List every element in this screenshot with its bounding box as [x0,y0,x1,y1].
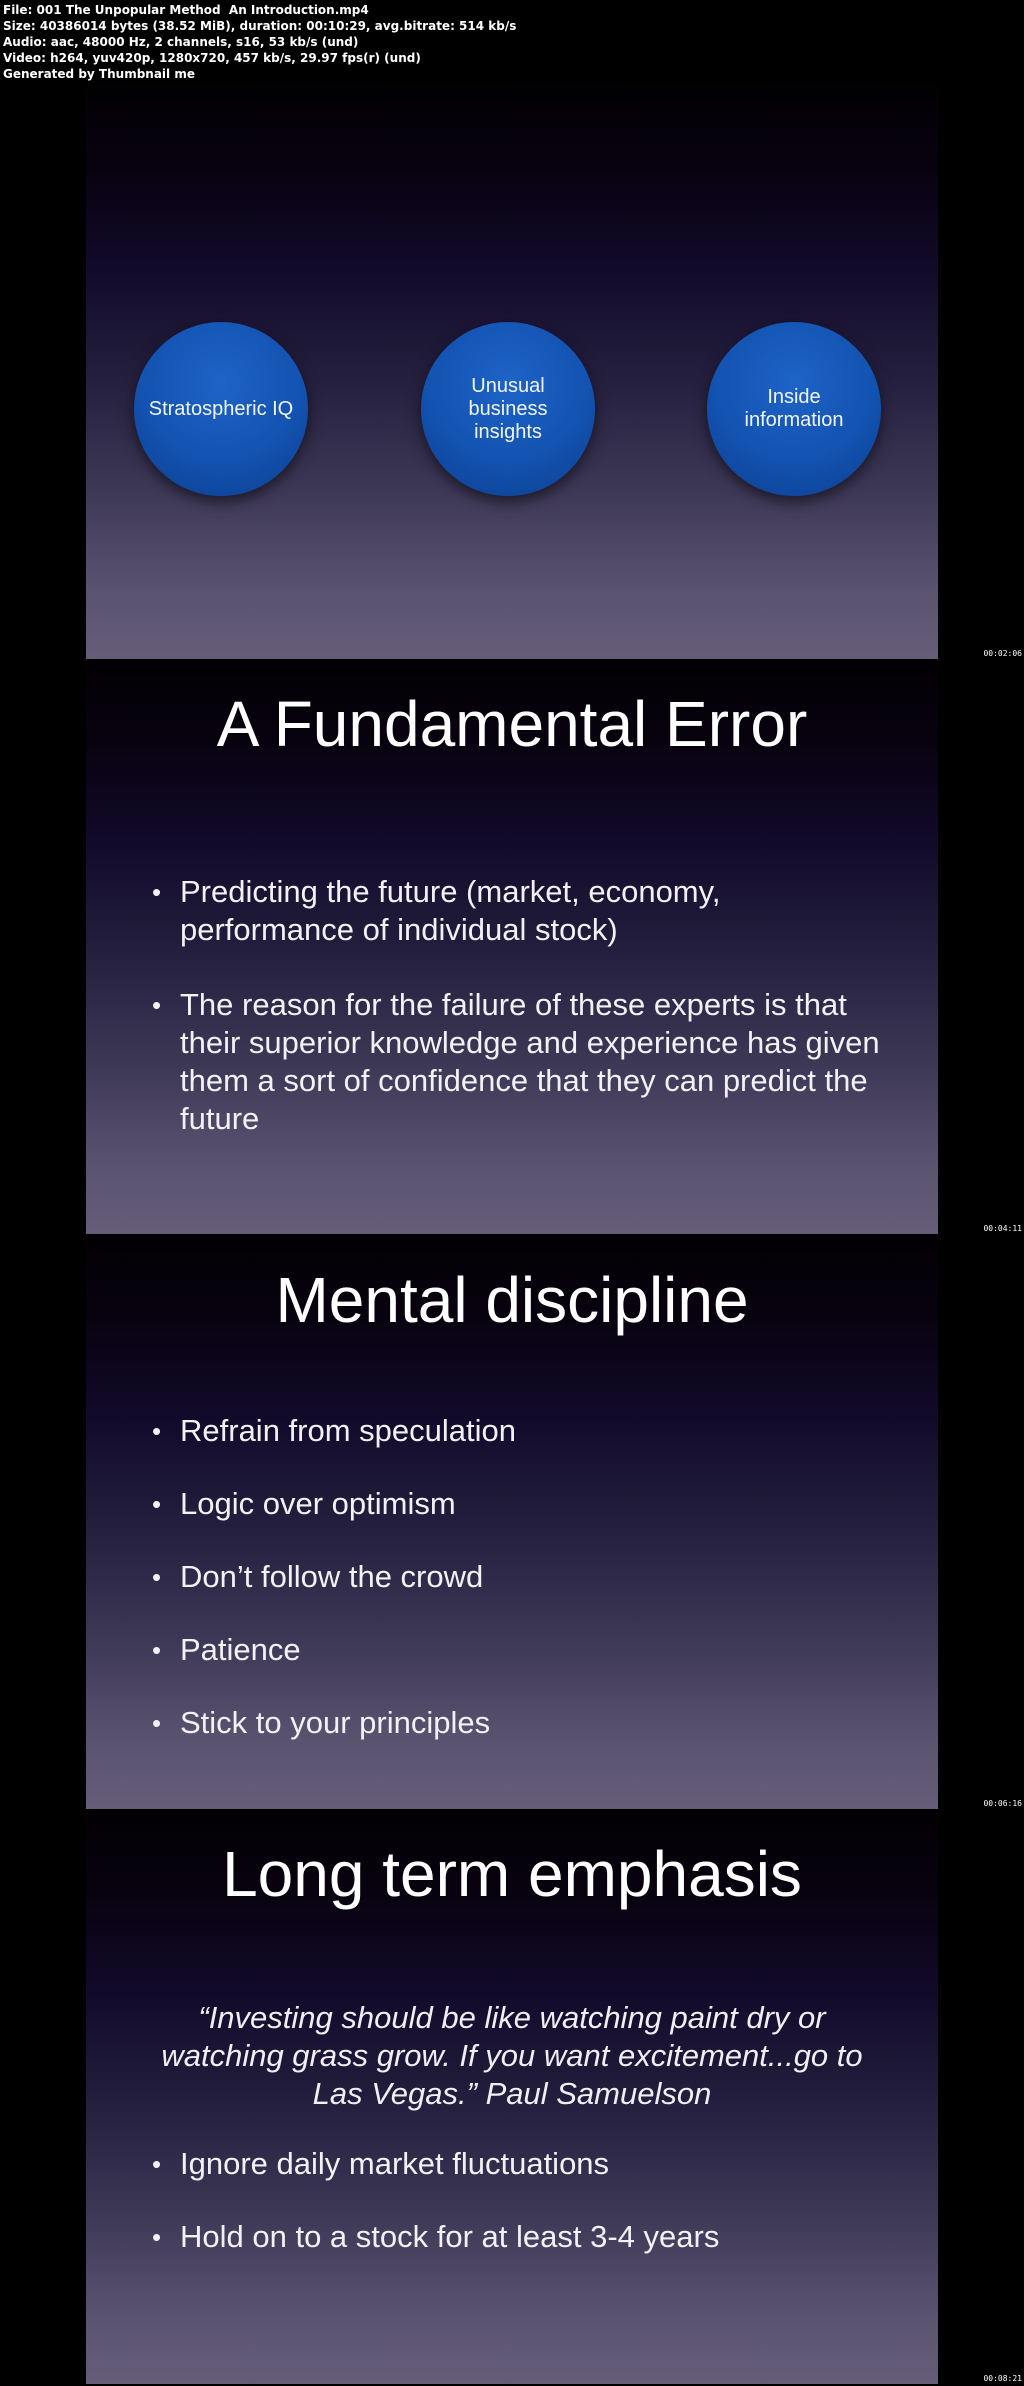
circle-inside-information [707,322,881,496]
thumbnail-frame-4[interactable] [86,1810,938,2384]
bullet-dot-icon: • [152,2222,162,2252]
bullet-item: • The reason for the failure of these experts is that their superior knowledge and experience has given them a sort of confidence that they can predict the future [152,987,880,1136]
bullet-dot-icon: • [152,990,162,1020]
frame-3-timestamp: 00:06:16 [983,1799,1022,1808]
thumbnail-frame-2[interactable] [86,660,938,1234]
bullet-dot-icon: • [152,2149,162,2179]
bullet-item: • Stick to your principles [152,1705,491,1740]
bullet-dot-icon: • [152,877,162,907]
bullet-dot-icon: • [152,1562,162,1592]
circle-label: Inside information [744,386,844,431]
bullet-item: • Don’t follow the crowd [152,1559,484,1594]
circle-label: Unusual business insights [468,374,548,443]
frame-2-timestamp: 00:04:11 [983,1224,1022,1233]
bullet-item: • Ignore daily market fluctuations [152,2146,610,2181]
bullet-item: • Patience [152,1632,301,1667]
bullet-dot-icon: • [152,1416,162,1446]
meta-generator-line: Generated by Thumbnail me [3,67,195,81]
circle-label: Stratospheric IQ [148,397,294,420]
meta-file-line: File: 001 The Unpopular Method An Introduction.mp4 [3,3,369,17]
slide-title: Long term emphasis [222,1838,802,1910]
quote-text: “Investing should be like watching paint dry or watching grass grow. If you want excitement...go to Las Vegas.” Paul Samuelson [161,2000,863,2111]
meta-audio-line: Audio: aac, 48000 Hz, 2 channels, s16, 53 kb/s (und) [3,35,359,49]
thumbnail-frame-1[interactable] [86,85,938,659]
bullet-item: • Logic over optimism [152,1486,456,1521]
meta-size-line: Size: 40386014 bytes (38.52 MiB), duration: 00:10:29, avg.bitrate: 514 kb/s [3,19,517,33]
circle-business-insights [421,322,595,496]
bullet-dot-icon: • [152,1708,162,1738]
bullet-item: • Predicting the future (market, economy, performance of individual stock) [152,874,721,947]
bullet-dot-icon: • [152,1635,162,1665]
video-metadata [3,2,516,82]
frame-4-timestamp: 00:08:21 [983,2374,1022,2383]
slide-title: A Fundamental Error [216,688,808,760]
frame-1-timestamp: 00:02:06 [983,649,1022,658]
meta-video-line: Video: h264, yuv420p, 1280x720, 457 kb/s, 29.97 fps(r) (und) [3,51,421,65]
thumbnail-frame-3[interactable] [86,1235,938,1809]
bullet-item: • Refrain from speculation [152,1413,516,1448]
bullet-item: • Hold on to a stock for at least 3-4 years [152,2219,720,2254]
circle-stratospheric-iq [134,322,308,496]
bullet-dot-icon: • [152,1489,162,1519]
slide-title: Mental discipline [275,1264,749,1336]
